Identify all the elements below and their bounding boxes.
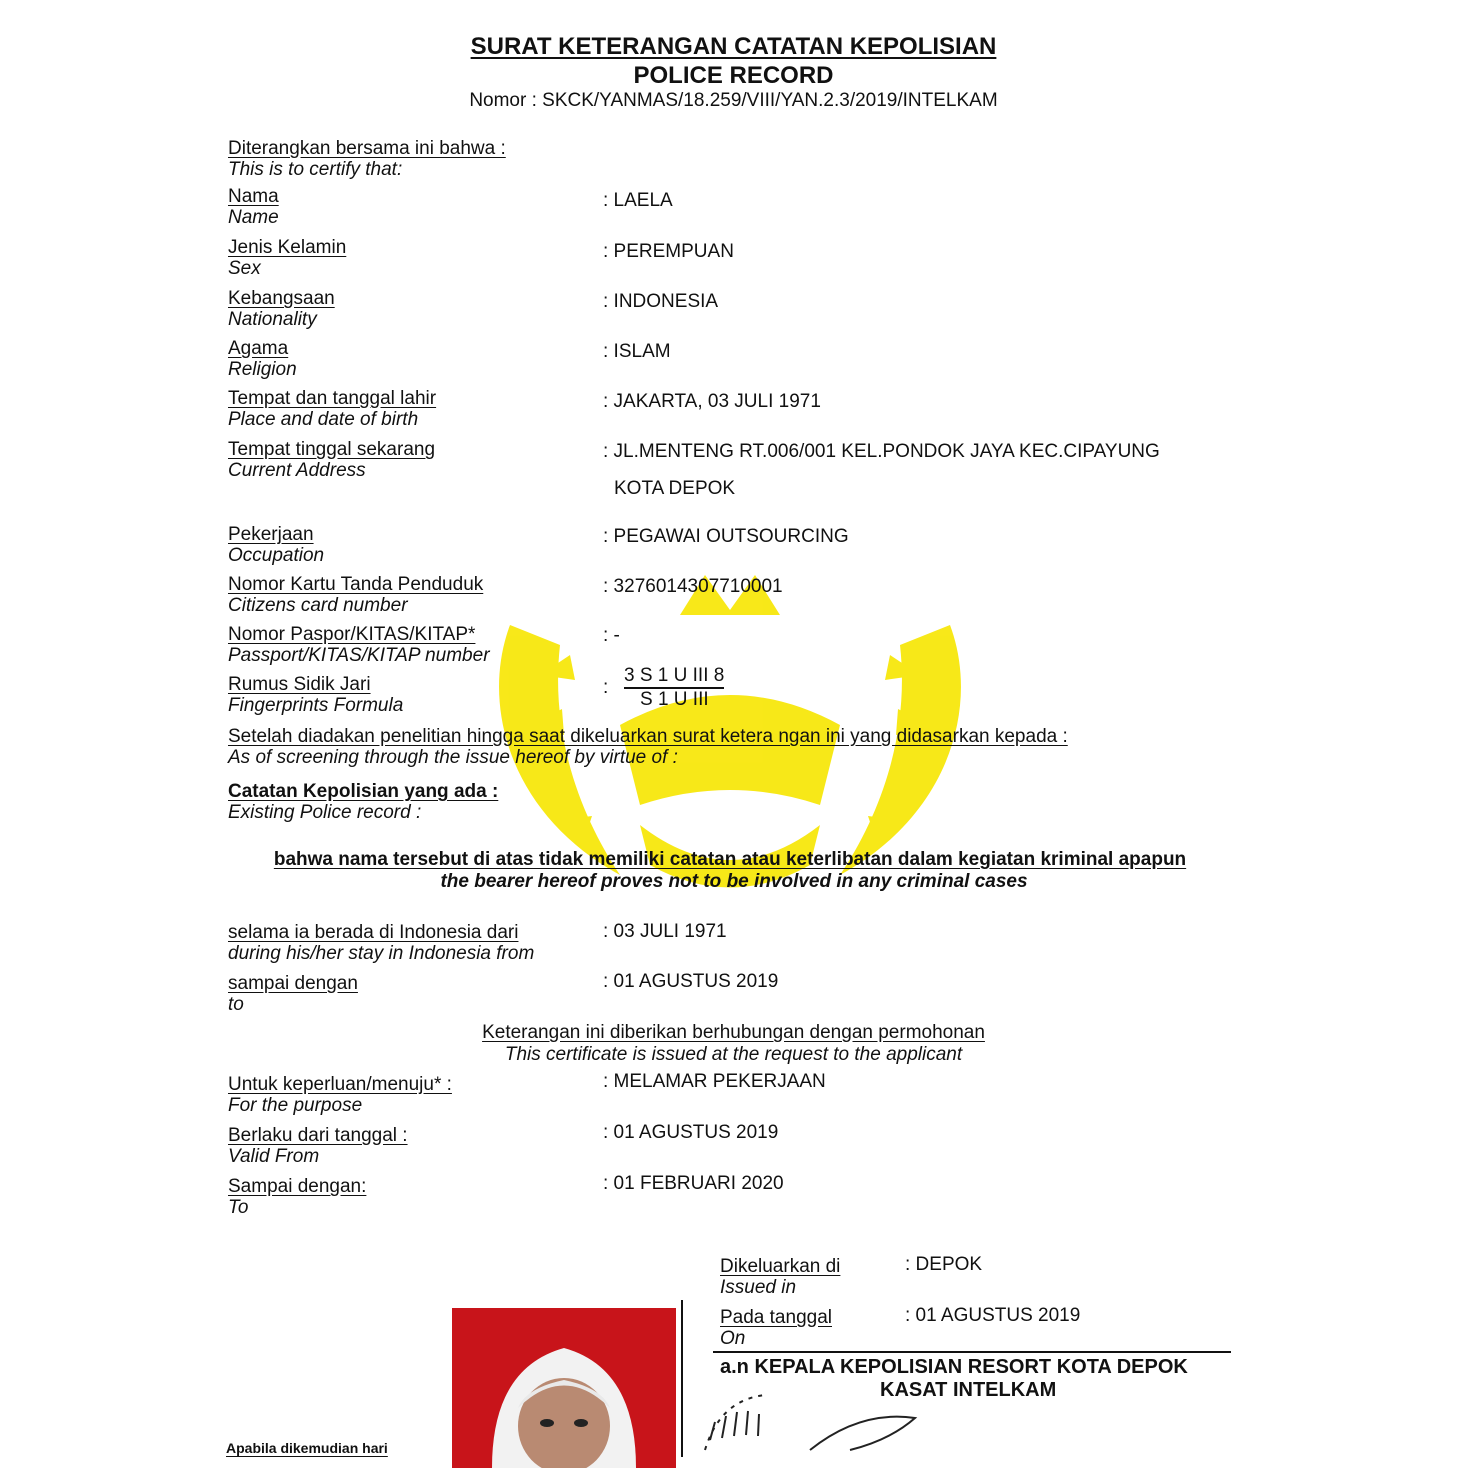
label-id: Agama: [228, 338, 289, 359]
document-title: SURAT KETERANGAN CATATAN KEPOLISIAN: [470, 33, 997, 60]
label-id: Rumus Sidik Jari: [228, 674, 371, 695]
signature-stamp: [690, 1380, 940, 1457]
field-value-occupation: : PEGAWAI OUTSOURCING: [603, 526, 849, 547]
field-label-id-card: [228, 574, 483, 616]
field-value-passport: : -: [603, 625, 620, 646]
valid-to-value: : 01 FEBRUARI 2020: [603, 1173, 784, 1194]
document-subtitle: POLICE RECORD: [633, 62, 834, 89]
field-value-id-card: : 3276014307710001: [603, 576, 783, 597]
label-id: sampai dengan: [228, 973, 358, 994]
applicant-portrait-icon: [452, 1308, 676, 1468]
intro-id: Diterangkan bersama ini bahwa :: [228, 138, 506, 159]
issued-on-label: [720, 1307, 832, 1349]
label-en: Occupation: [228, 545, 325, 566]
label-en: Name: [228, 207, 279, 228]
fingerprint-formula-bottom: S 1 U III: [640, 689, 709, 710]
stay-to-value: : 01 AGUSTUS 2019: [603, 971, 779, 992]
label-id: Nama: [228, 186, 279, 207]
valid-from-label: [228, 1125, 408, 1167]
field-label-religion: [228, 338, 297, 380]
field-value-address-line2: KOTA DEPOK: [614, 478, 736, 499]
label-en: Current Address: [228, 460, 366, 481]
intro-en: This is to certify that:: [228, 159, 403, 180]
field-value-nationality: : INDONESIA: [603, 291, 719, 312]
label-id: Sampai dengan:: [228, 1176, 367, 1197]
request-statement-en: This certificate is issued at the request to the applicant: [504, 1044, 963, 1065]
label-id: Berlaku dari tanggal :: [228, 1125, 408, 1146]
fingerprint-formula-top: 3 S 1 U III 8: [624, 665, 724, 689]
field-label-name: [228, 186, 279, 228]
label-id: Dikeluarkan di: [720, 1256, 841, 1277]
existing-record-heading: [228, 781, 498, 823]
label-en: To: [228, 1197, 249, 1218]
label-en: Issued in: [720, 1277, 797, 1298]
label-en: Citizens card number: [228, 595, 408, 616]
valid-from-value: : 01 AGUSTUS 2019: [603, 1122, 779, 1143]
stay-to-label: [228, 973, 358, 1015]
stay-from-label: [228, 922, 534, 964]
field-label-sex: [228, 237, 346, 279]
label-en: Place and date of birth: [228, 409, 419, 430]
record-id: Catatan Kepolisian yang ada :: [228, 781, 499, 802]
photo-divider: [681, 1300, 683, 1457]
record-statement-id: bahwa nama tersebut di atas tidak memiliki catatan atau keterlibatan dalam kegiatan kriminal apapun: [273, 849, 1187, 870]
field-label-fingerprint: [228, 674, 403, 716]
signatory-line-1: a.n KEPALA KEPOLISIAN RESORT KOTA DEPOK: [720, 1356, 1188, 1378]
label-en: For the purpose: [228, 1095, 363, 1116]
stay-from-value: : 03 JULI 1971: [603, 921, 727, 942]
signatory-line-2: KASAT INTELKAM: [880, 1379, 1057, 1401]
valid-to-label: [228, 1176, 366, 1218]
field-label-passport: [228, 624, 490, 666]
request-statement-id: Keterangan ini diberikan berhubungan dengan permohonan: [482, 1022, 985, 1043]
label-en: Valid From: [228, 1146, 320, 1167]
label-en: Fingerprints Formula: [228, 695, 404, 716]
field-value-fingerprint: :: [603, 677, 609, 698]
field-value-religion: : ISLAM: [603, 341, 671, 362]
screening-statement: [228, 726, 1068, 768]
issued-in-label: [720, 1256, 840, 1298]
screening-en: As of screening through the issue hereof by virtue of :: [228, 747, 678, 768]
field-value-sex: : PEREMPUAN: [603, 241, 734, 262]
purpose-label: [228, 1074, 452, 1116]
label-en: Nationality: [228, 309, 317, 330]
field-value-birth: : JAKARTA, 03 JULI 1971: [603, 391, 821, 412]
label-en: to: [228, 994, 244, 1015]
label-en: Sex: [228, 258, 261, 279]
label-id: Nomor Kartu Tanda Penduduk: [228, 574, 484, 595]
field-label-occupation: [228, 524, 324, 566]
label-id: Untuk keperluan/menuju* :: [228, 1074, 452, 1095]
field-label-nationality: [228, 288, 335, 330]
applicant-photo: [452, 1308, 676, 1468]
label-id: Pekerjaan: [228, 524, 314, 545]
document-number: Nomor : SKCK/YANMAS/18.259/VIII/YAN.2.3/2019/INTELKAM: [469, 90, 998, 111]
field-label-birth: [228, 388, 436, 430]
intro-statement: [228, 138, 506, 180]
field-label-address: [228, 439, 435, 481]
label-id: Jenis Kelamin: [228, 237, 347, 258]
label-en: On: [720, 1328, 746, 1349]
issued-in-value: : DEPOK: [905, 1254, 983, 1275]
label-id: Tempat tinggal sekarang: [228, 439, 436, 460]
label-id: Kebangsaan: [228, 288, 335, 309]
label-en: Religion: [228, 359, 297, 380]
field-value-address: : JL.MENTENG RT.006/001 KEL.PONDOK JAYA KEC.CIPAYUNG: [603, 441, 1160, 462]
record-en: Existing Police record :: [228, 802, 422, 823]
signatory-divider: [713, 1351, 1231, 1353]
label-id: Pada tanggal: [720, 1307, 832, 1328]
label-id: Nomor Paspor/KITAS/KITAP*: [228, 624, 476, 645]
label-id: Tempat dan tanggal lahir: [228, 388, 437, 409]
record-statement-en: the bearer hereof proves not to be involved in any criminal cases: [440, 871, 1028, 892]
screening-id: Setelah diadakan penelitian hingga saat dikeluarkan surat ketera ngan ini yang didasarkan kepada :: [228, 726, 1068, 747]
label-id: selama ia berada di Indonesia dari: [228, 922, 519, 943]
label-en: Passport/KITAS/KITAP number: [228, 645, 490, 666]
issued-on-value: : 01 AGUSTUS 2019: [905, 1305, 1081, 1326]
footer-note: Apabila dikemudian hari: [226, 1440, 388, 1456]
label-en: during his/her stay in Indonesia from: [228, 943, 535, 964]
field-value-name: : LAELA: [603, 190, 673, 211]
purpose-value: : MELAMAR PEKERJAAN: [603, 1071, 826, 1092]
